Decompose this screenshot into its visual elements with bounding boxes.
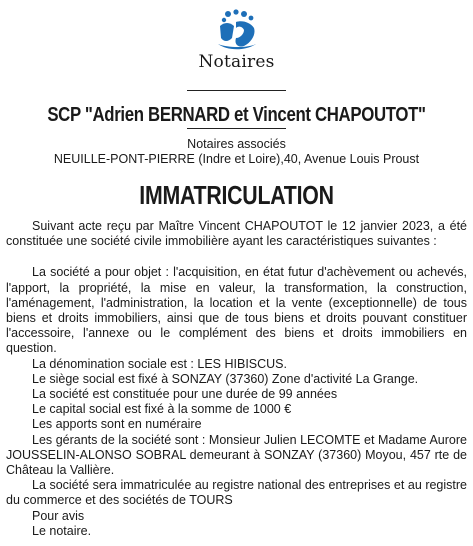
top-divider (187, 90, 286, 91)
firm-role: Notaires associés (187, 137, 286, 151)
notice-title: IMMATRICULATION (139, 180, 334, 210)
logo-wordmark: Notaires (198, 52, 275, 72)
paragraph-name: La dénomination sociale est : LES HIBISCUS. (32, 356, 287, 371)
paragraph-contributions: Les apports sont en numéraire (32, 417, 202, 432)
notice-body (6, 219, 467, 539)
notaires-logo (0, 8, 473, 72)
paragraph-capital: Le capital social est fixé à la somme de 1000 € (32, 402, 292, 417)
notaires-emblem-icon (214, 8, 260, 52)
paragraph-gap (6, 249, 467, 265)
firm-name: SCP "Adrien BERNARD et Vincent CHAPOUTOT" (47, 104, 426, 126)
paragraph-registration: La société sera immatriculée au registre national des entreprises et au registre du commerce et des sociétés de TOURS (6, 478, 467, 508)
firm-address: NEUILLE-PONT-PIERRE (Indre et Loire),40, Avenue Louis Proust (53, 152, 420, 166)
paragraph-object: La société a pour objet : l'acquisition, en état futur d'achèvement ou achevés, l'apport, la propriété, la mise en valeur, la transformation, la construction, l'aménagement, l'administration, la location et la vente (exceptionnelle) de tous biens et droits immobiliers, ainsi que de tous biens et droits pouvant constituer l'accessoire, l'annexe ou le complément des biens et droits immobiliers en question. (6, 265, 467, 356)
firm-divider (187, 128, 286, 129)
paragraph-intro: Suivant acte reçu par Maître Vincent CHAPOUTOT le 12 janvier 2023, a été constituée une société civile immobilière ayant les caractéristiques suivantes : (6, 219, 467, 249)
paragraph-signature: Le notaire. (32, 523, 92, 538)
paragraph-managers: Les gérants de la société sont : Monsieur Julien LECOMTE et Madame Aurore JOUSSELIN-ALONSO SOBRAL demeurant à SONZAY (37360) Moyou, 457 rte de Château la Vallière. (6, 432, 467, 478)
paragraph-for-notice: Pour avis (32, 508, 85, 523)
paragraph-seat: Le siège social est fixé à SONZAY (37360) Zone d'activité La Grange. (32, 371, 419, 386)
paragraph-duration: La société est constituée pour une durée de 99 années (32, 387, 338, 402)
